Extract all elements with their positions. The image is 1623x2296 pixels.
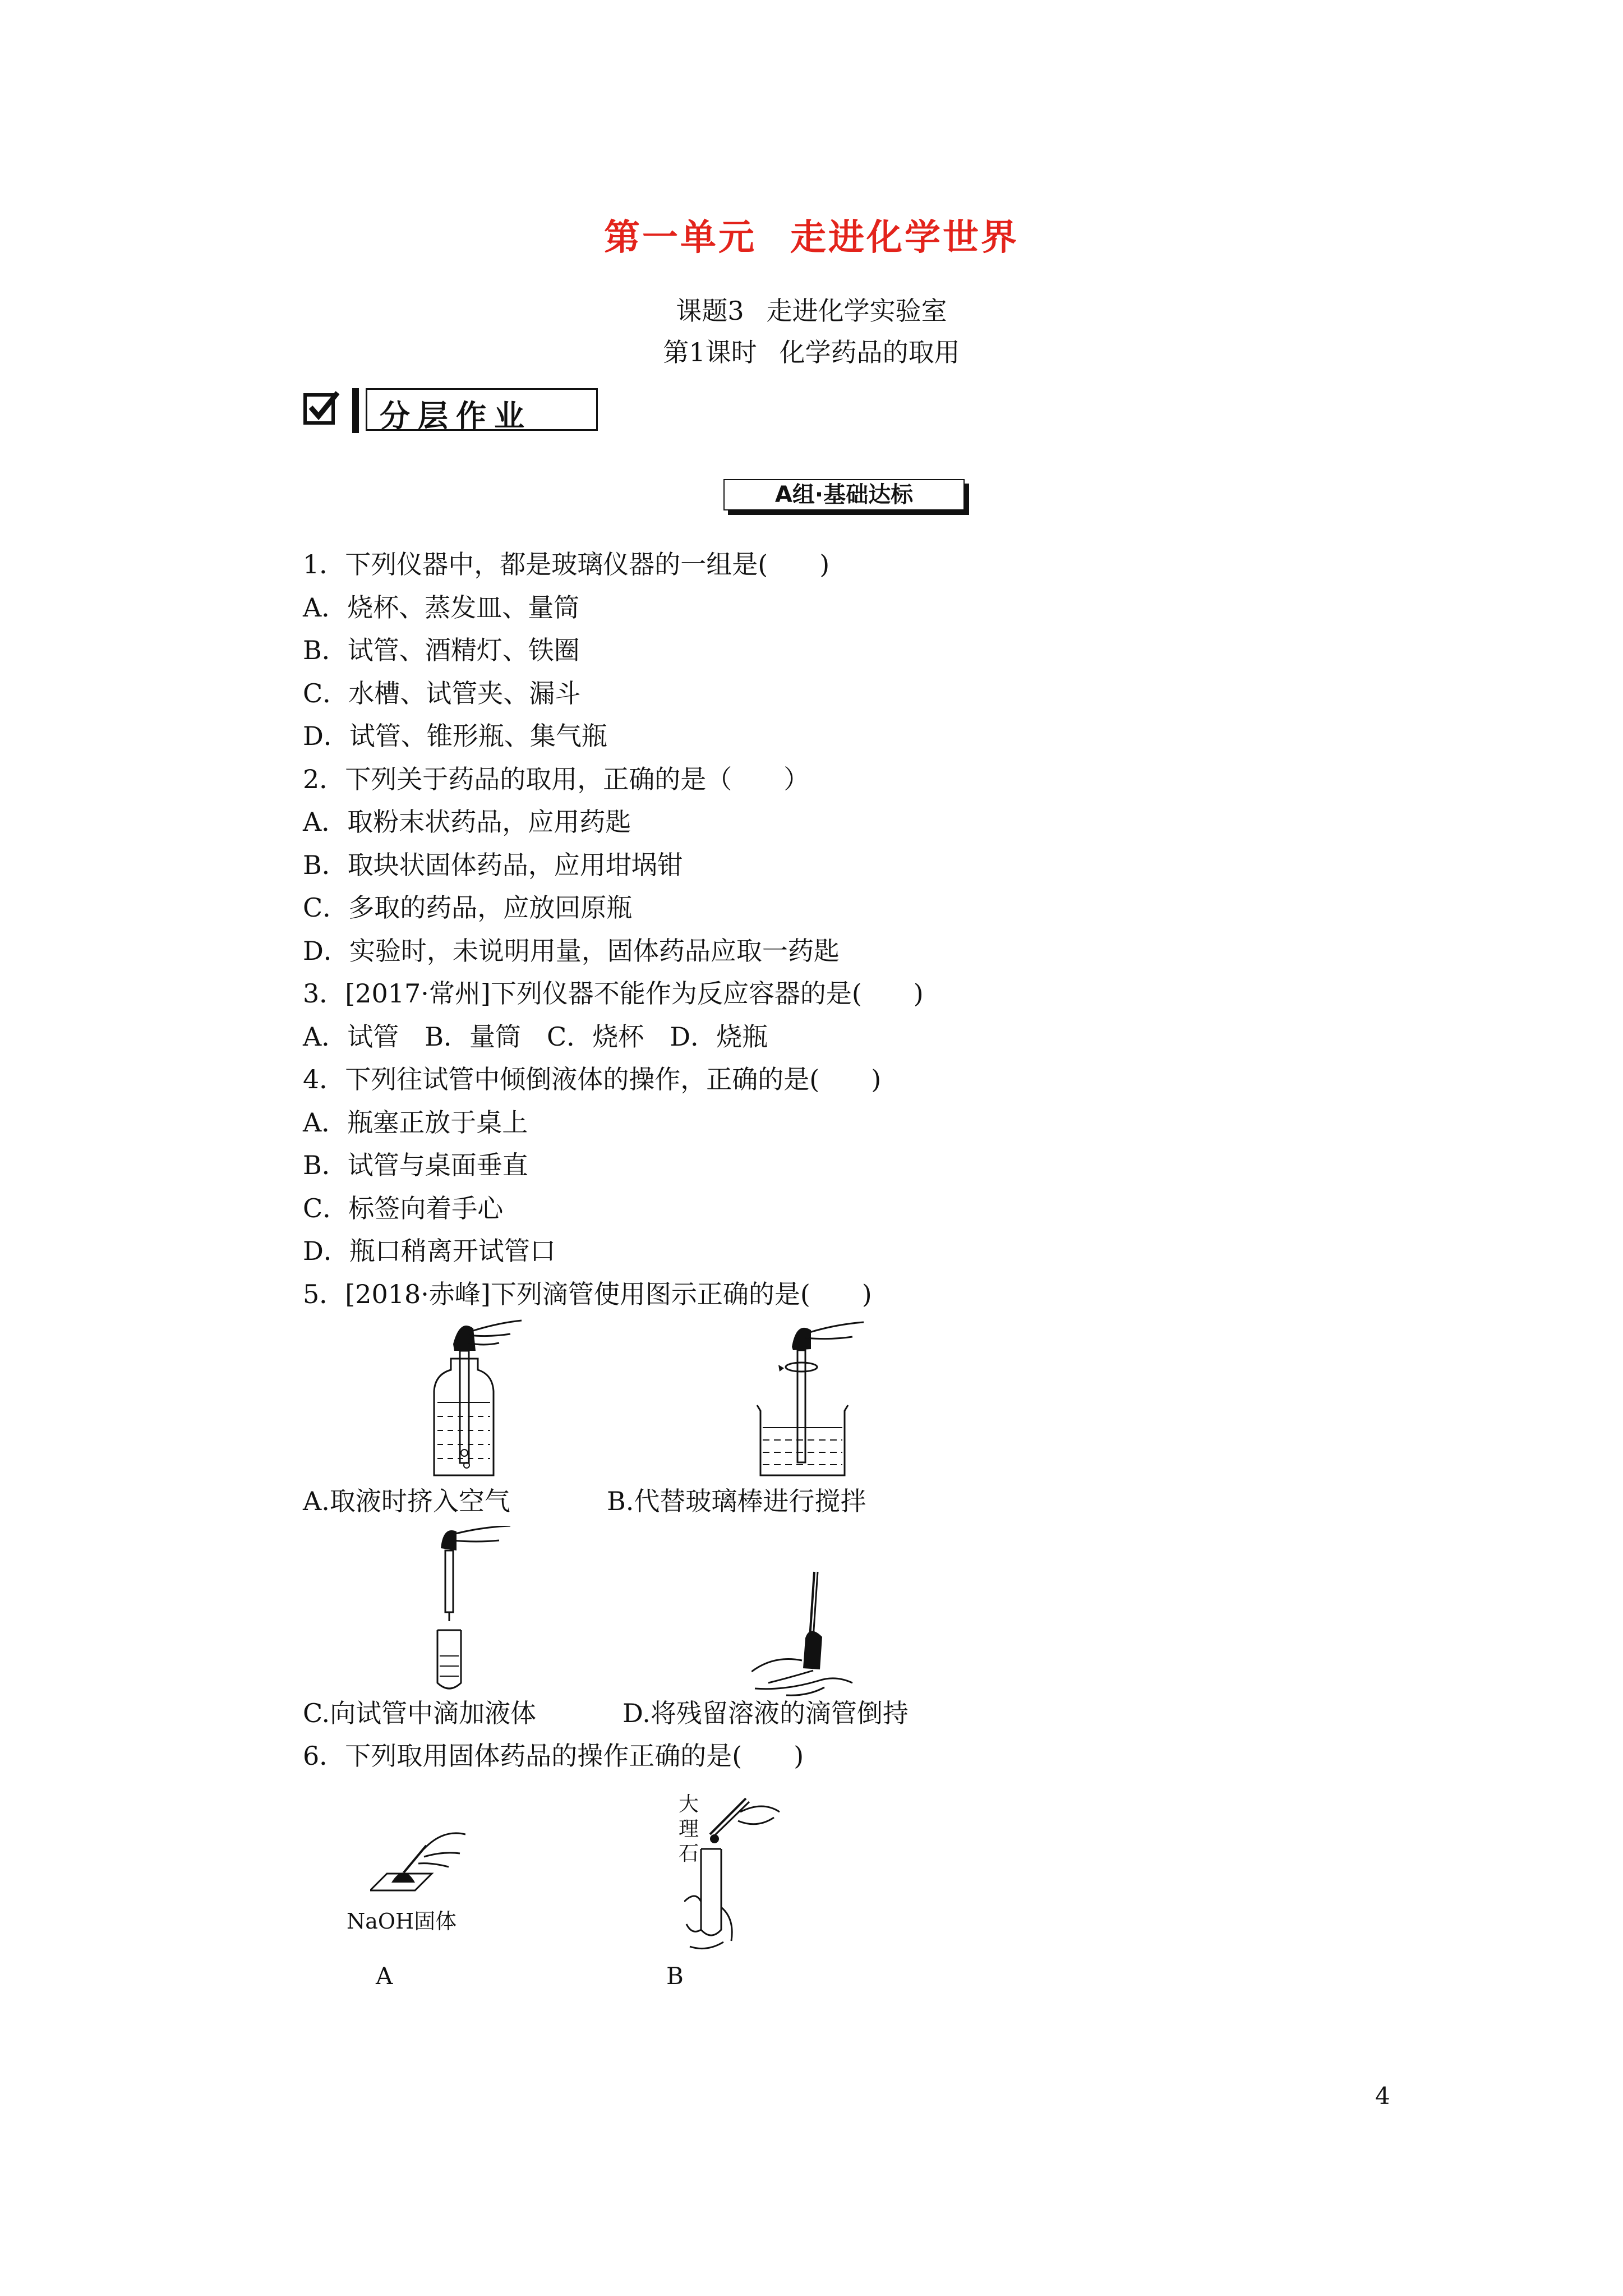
- lesson-number: 课题3: [676, 296, 744, 326]
- q6-figure-b-letter: B: [666, 1962, 684, 1990]
- q5-caption-c: C.向试管中滴加液体: [303, 1698, 537, 1728]
- period-number: 第1课时: [663, 337, 757, 367]
- marble-label-char-3: 石: [679, 1842, 699, 1865]
- option-line: B．试管与桌面垂直: [303, 1150, 528, 1180]
- option-line: C．标签向着手心: [303, 1193, 504, 1223]
- option-line: D．瓶口稍离开试管口: [303, 1236, 556, 1266]
- unit-name: 走进化学世界: [790, 217, 1019, 259]
- question-line: 4．下列往试管中倾倒液体的操作，正确的是( ): [303, 1064, 882, 1094]
- option-line: C．多取的药品，应放回原瓶: [303, 892, 633, 923]
- question-line: 5．[2018·赤峰]下列滴管使用图示正确的是( ): [303, 1278, 872, 1309]
- question-line: 2．下列关于药品的取用，正确的是（ ）: [303, 763, 810, 794]
- naoh-label: NaOH固体: [347, 1909, 457, 1934]
- q6-figure-a-letter: A: [376, 1962, 393, 1990]
- question-line: 6．下列取用固体药品的操作正确的是( ): [303, 1741, 804, 1771]
- unit-number: 第一单元: [604, 217, 757, 259]
- dropper-beaker-figure: [751, 1321, 880, 1481]
- lesson-title: [0, 291, 1623, 328]
- period-title: [0, 332, 1623, 369]
- option-line: A．试管 B．量筒 C．烧杯 D．烧瓶: [303, 1021, 768, 1052]
- dropper-bottle-figure: [415, 1318, 527, 1481]
- question-line: 3．[2017·常州]下列仪器不能作为反应容器的是( ): [303, 978, 924, 1009]
- option-line: B．试管、酒精灯、铁圈: [303, 635, 580, 665]
- q5-caption-b: B.代替玻璃棒进行搅拌: [607, 1486, 866, 1516]
- group-label: [723, 479, 970, 515]
- option-line: A．取粉末状药品，应用药匙: [303, 807, 631, 837]
- option-line: D．试管、锥形瓶、集气瓶: [303, 721, 607, 751]
- q5-caption-a: A.取液时挤入空气: [303, 1486, 510, 1516]
- question-list: [303, 543, 924, 1315]
- option-line: C．水槽、试管夹、漏斗: [303, 678, 581, 708]
- marble-label-char-1: 大: [679, 1793, 699, 1816]
- lesson-name: 走进化学实验室: [766, 296, 947, 326]
- dropper-test-tube-figure: [421, 1526, 516, 1694]
- section-label-box: [366, 388, 598, 434]
- period-name: 化学药品的取用: [779, 337, 960, 367]
- option-line: A．瓶塞正放于桌上: [303, 1107, 528, 1138]
- group-label-text: A组·基础达标: [723, 479, 965, 510]
- option-line: A．烧杯、蒸发皿、量筒: [303, 592, 580, 623]
- naoh-paper-figure: [370, 1829, 465, 1902]
- page-number: 4: [1375, 2082, 1390, 2110]
- section-label: 分层作业: [380, 398, 532, 434]
- inverted-dropper-figure: [751, 1571, 864, 1700]
- unit-title: [0, 209, 1623, 260]
- option-line: D．实验时，未说明用量，固体药品应取一药匙: [303, 935, 840, 966]
- marble-label-char-2: 理: [679, 1818, 699, 1841]
- header-bar: [352, 388, 359, 433]
- marble-test-tube-figure: [684, 1795, 785, 1952]
- question-line: 1．下列仪器中，都是玻璃仪器的一组是( ): [303, 549, 830, 579]
- q5-caption-d: D.将残留溶液的滴管倒持: [623, 1698, 909, 1728]
- option-line: B．取块状固体药品，应用坩埚钳: [303, 849, 683, 880]
- checkbox-icon: [303, 390, 340, 427]
